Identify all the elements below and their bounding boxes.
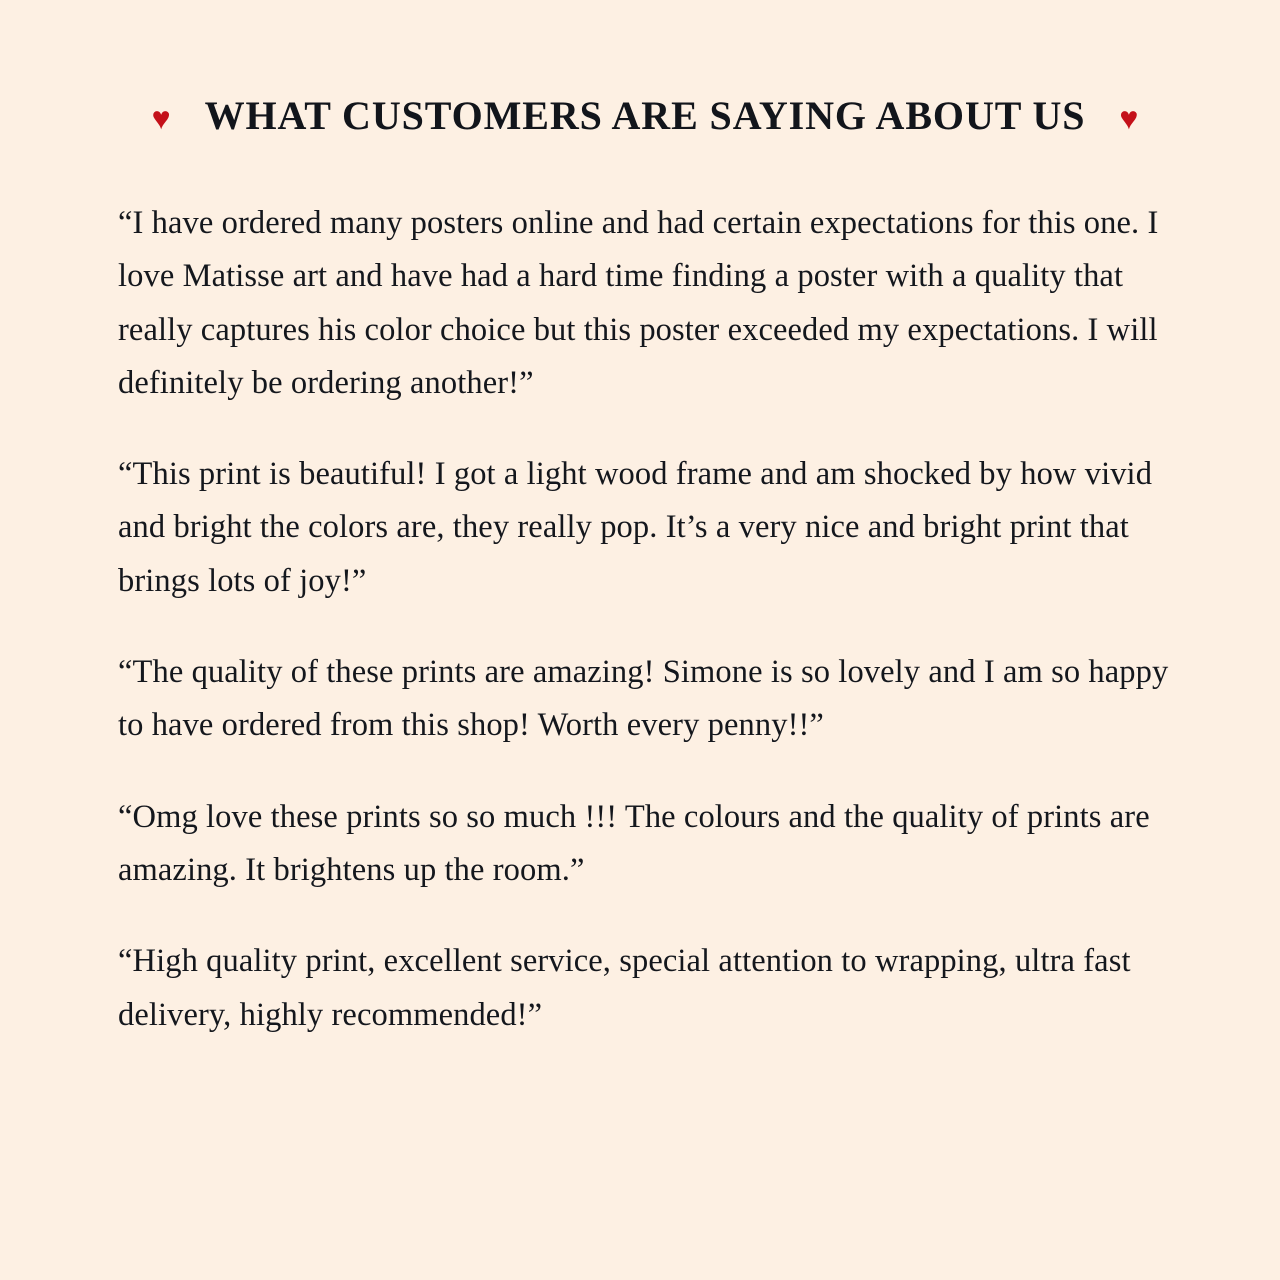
- page-title: [118, 92, 1172, 139]
- list-item: “This print is beautiful! I got a light wood frame and am shocked by how vivid and bright the colors are, they really pop. It’s a very nice and bright print that brings lots of joy!”: [118, 456, 1153, 599]
- list-item: “High quality print, excellent service, special attention to wrapping, ultra fast delivery, highly recommended!”: [118, 943, 1131, 1033]
- list-item: “I have ordered many posters online and had certain expectations for this one. I love Matisse art and have had a hard time finding a poster with a quality that really captures his color choice but this poster exceeded my expectations. I will definitely be ordering another!”: [118, 205, 1159, 401]
- reviews-list: [118, 197, 1172, 1042]
- list-item: “Omg love these prints so so much !!! The colours and the quality of prints are amazing. It brightens up the room.”: [118, 798, 1150, 888]
- heart-icon: ♥: [1119, 99, 1139, 136]
- heart-icon: ♥: [151, 99, 171, 136]
- page-title-text: WHAT CUSTOMERS ARE SAYING ABOUT US: [204, 93, 1086, 138]
- list-item: “The quality of these prints are amazing! Simone is so lovely and I am so happy to have ordered from this shop! Worth every penny!!”: [118, 654, 1169, 744]
